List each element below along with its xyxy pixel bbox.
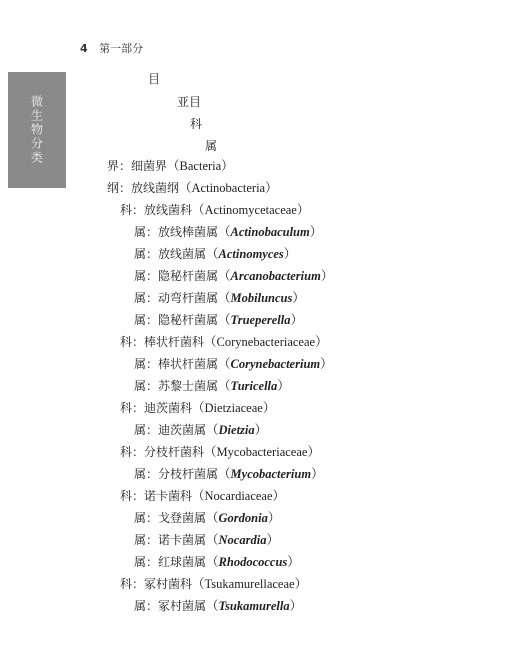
row-latin: Mycobacterium — [230, 467, 312, 481]
genus-row: 属：隐秘杆菌属（Trueperella） — [134, 313, 303, 327]
row-prefix: 属：诺卡菌属 — [134, 533, 207, 547]
row-latin: Actinobacteria — [191, 181, 266, 195]
genus-row: 属：迪茨菌属（Dietzia） — [134, 423, 268, 437]
row-latin: Tsukamurellaceae — [204, 577, 295, 591]
page-number: 4 — [80, 42, 88, 55]
row-latin: Mycobacteriaceae — [216, 445, 308, 459]
row-prefix: 属：棒状杆菌属 — [134, 357, 219, 371]
row-latin: Gordonia — [218, 511, 268, 525]
genus-row: 属：棒状杆菌属（Corynebacterium） — [134, 357, 333, 371]
genus-row: 属：苏黎士菌属（Turicella） — [134, 379, 290, 393]
genus-row: 属：红球菌属（Rhodococcus） — [134, 555, 300, 569]
row-latin: Mobiluncus — [230, 291, 293, 305]
row-prefix: 界：细菌界 — [107, 159, 168, 173]
row-latin: Actinobaculum — [230, 225, 310, 239]
row-prefix: 属：红球菌属 — [134, 555, 207, 569]
row-prefix: 科：诺卡菌科 — [120, 489, 193, 503]
genus-row: 属：隐秘杆菌属（Arcanobacterium） — [134, 269, 334, 283]
genus-row: 属：动弯杆菌属（Mobiluncus） — [134, 291, 305, 305]
class-row: 纲：放线菌纲（Actinobacteria） — [107, 181, 278, 195]
row-latin: Bacteria — [179, 159, 222, 173]
row-prefix: 纲：放线菌纲 — [107, 181, 180, 195]
row-prefix: 属：隐秘杆菌属 — [134, 269, 219, 283]
genus-row: 属：分枝杆菌属（Mycobacterium） — [134, 467, 324, 481]
legend-order: 目 — [148, 72, 161, 86]
row-latin: Rhodococcus — [218, 555, 288, 569]
row-latin: Actinomycetaceae — [204, 203, 297, 217]
row-prefix: 科：棒状杆菌科 — [120, 335, 205, 349]
legend-suborder: 亚目 — [177, 95, 202, 109]
family-row: 科：迪茨菌科（Dietziaceae） — [120, 401, 276, 415]
row-prefix: 属：放线棒菌属 — [134, 225, 219, 239]
row-prefix: 属：放线菌属 — [134, 247, 207, 261]
row-prefix: 科：迪茨菌科 — [120, 401, 193, 415]
legend-genus: 属 — [205, 139, 218, 153]
row-latin: Actinomyces — [218, 247, 284, 261]
side-tab-label: 微生物分类 — [29, 95, 44, 165]
family-row: 科：分枝杆菌科（Mycobacteriaceae） — [120, 445, 320, 459]
genus-row: 属：冢村菌属（Tsukamurella） — [134, 599, 303, 613]
row-latin: Corynebacteriaceae — [216, 335, 316, 349]
row-latin: Turicella — [230, 379, 278, 393]
row-latin: Nocardia — [218, 533, 267, 547]
row-prefix: 属：冢村菌属 — [134, 599, 207, 613]
genus-row: 属：戈登菌属（Gordonia） — [134, 511, 281, 525]
row-prefix: 属：分枝杆菌属 — [134, 467, 219, 481]
family-row: 科：放线菌科（Actinomycetaceae） — [120, 203, 310, 217]
row-latin: Corynebacterium — [230, 357, 321, 371]
row-latin: Tsukamurella — [218, 599, 290, 613]
row-prefix: 科：分枝杆菌科 — [120, 445, 205, 459]
genus-row: 属：放线菌属（Actinomyces） — [134, 247, 297, 261]
legend-family: 科 — [190, 117, 203, 131]
row-prefix: 科：放线菌科 — [120, 203, 193, 217]
family-row: 科：冢村菌科（Tsukamurellaceae） — [120, 577, 308, 591]
genus-row: 属：诺卡菌属（Nocardia） — [134, 533, 279, 547]
row-prefix: 属：戈登菌属 — [134, 511, 207, 525]
row-latin: Nocardiaceae — [204, 489, 273, 503]
row-latin: Arcanobacterium — [230, 269, 321, 283]
family-row: 科：棒状杆菌科（Corynebacteriaceae） — [120, 335, 328, 349]
kingdom-row: 界：细菌界（Bacteria） — [107, 159, 234, 173]
part-title: 第一部分 — [99, 42, 144, 55]
side-section-tab — [8, 72, 66, 188]
family-row: 科：诺卡菌科（Nocardiaceae） — [120, 489, 286, 503]
page-header — [80, 40, 143, 56]
row-prefix: 属：苏黎士菌属 — [134, 379, 219, 393]
row-prefix: 科：冢村菌科 — [120, 577, 193, 591]
row-latin: Dietzia — [218, 423, 255, 437]
row-latin: Dietziaceae — [204, 401, 263, 415]
genus-row: 属：放线棒菌属（Actinobaculum） — [134, 225, 323, 239]
row-prefix: 属：迪茨菌属 — [134, 423, 207, 437]
row-prefix: 属：动弯杆菌属 — [134, 291, 219, 305]
row-latin: Trueperella — [230, 313, 291, 327]
row-prefix: 属：隐秘杆菌属 — [134, 313, 219, 327]
